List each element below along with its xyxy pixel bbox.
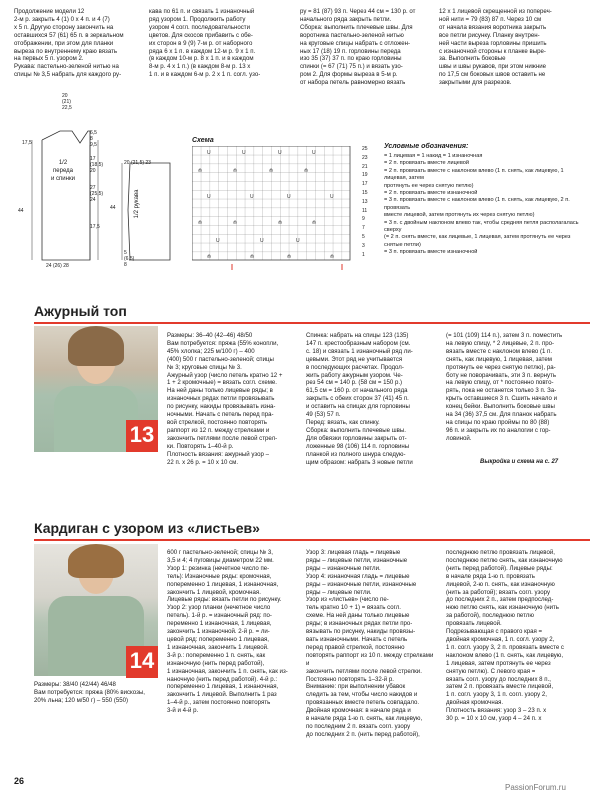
svg-text:⟰: ⟰ xyxy=(250,254,255,260)
svg-text:U: U xyxy=(216,238,220,244)
legend-item: = 1 лицевая = 1 накид = 1 изнаночная xyxy=(384,153,483,159)
svg-text:⟰: ⟰ xyxy=(269,168,274,174)
dim-a: 20 (21) 22,5 xyxy=(62,93,72,111)
svg-text:⟰: ⟰ xyxy=(312,220,317,226)
schema-row-label: 15 xyxy=(362,189,368,196)
svg-text:⟰: ⟰ xyxy=(287,254,292,260)
legend-item: снятые петли) xyxy=(384,241,421,248)
schema-row-label: 17 xyxy=(362,181,368,188)
section14-col2: Узор 3: лицевая гладь = лицевые ряды – лицевые петли, изнаночные ряды – изнаночные петли. Узор 4: изнаночная гладь = лицевые ряды – изнаночные петли, изнаночные ряды – лицевые петли. Узор из «листьев» (число пе- тель кратно 10 + 1) = вязать согл. схеме. На ней даны только лицевые ряды; в изнаночных рядах петли про- вязывать по рисунку, накиды провязы- вать изнаночными. Начать с петель перед правой стрелкой, постоянно повторять раппорт из 10 п. между стрелками и закончить петлями после левой стрелки. Постоянно повторять 1–32-й р. Внимание: при выполнении убавок следить за тем, чтобы число накидов и провязанных вместе петель совпадало. Двойная кромочная: в начале ряда и в начале ряда 1-ю п. снять, как лицевую, по последним 2 п. вязать согл. узору до последних 2 п. (нить перед работой), xyxy=(306,549,434,738)
section14-col3: последнюю петлю провязать лицевой, последнюю петлю снять, как изнаночную (нить перед работой). Лицевые ряды: в начале ряда 1-ю п. провязать лицевой, 2-ю п. снять, как изнаночную (нить за работой); вязать согл. узору до последних 2 п., затем предпослед- нюю петлю снять, как изнаночную (нить за работой), последнюю петлю провязать лицевой. Подрезывающая с правого края = двойная кромочная, 1 п. согл. узору 2, 1 п. согл. узору 3, 2 п. провязать вместе с наклоном влево (1 п. снять, как лицевую, 1 лицевая, затем протянуть ее через снятую петлю). С левого края = вязать согл. узору до последних 8 п., затем 2 п. провязать вместе лицевой, 1 п. согл. узору 3, 1 п. согл. узору 2, двойная кромочная. Плотность вязания: узор 3 – 23 п. х 30 р. = 10 х 10 см, узор 4 – 24 п. х xyxy=(446,549,564,723)
top-col2: кава по 61 п. и связать 1 изнаночный ряд узором 1. Продолжить работу узором 4 согл. последовательности цветов. Для скосов прибавить с обе- их сторон в 9 (9) 7-м р. от наборного ряда 6 х 1 п. в каждом 12-м р. 9 х 1 п. (в каждом 10-м р. 8 х 1 п. и в каждом 8-м р. 4 х 1 п.) (в каждом 8-м р. 13 х 1 п. и в каждом 6-м р. 2 х 1 п. согл. узо- xyxy=(149,8,261,79)
section13-col1: Размеры: 36–40 (42–46) 48/50 Вам потребуется: пряжа (55% конопли, 45% хлопка; 225 м/100 г) – 400 (400) 500 г пастельно-зеленой; спицы № 3; круговые спицы № 3. Ажурный узор (число петель кратно 12 + 1 + 2 кромочные) = вязать согл. схеме. На ней даны только лицевые ряды; в изнаночных рядах петли провязывать по рисунку, накиды провязывать изна- ночными. Начать с петель перед пра- вой стрелкой, постоянно повторять раппорт из 12 п. между стрелками и закончить петлями после левой стрел- ки. Повторять 1–40-й р. Плотность вязания: ажурный узор – 22 п. х 26 р. = 10 х 10 см. xyxy=(167,332,283,466)
section13-title: Ажурный топ xyxy=(34,303,127,319)
schema-row-label: 9 xyxy=(362,216,365,223)
legend-item: вместе лицевой, затем протянуть их через снятую петлю) xyxy=(384,212,535,219)
schema-row-label: 5 xyxy=(362,233,365,240)
svg-text:U: U xyxy=(330,194,334,200)
dim-b: 6,5 8 9,5 xyxy=(90,130,97,148)
pattern-diagram xyxy=(10,85,180,270)
dim-e: 27 (25,5) 24 xyxy=(90,185,104,203)
schema-row-label: 13 xyxy=(362,198,368,205)
schema-title: Схема xyxy=(192,137,214,144)
svg-text:U: U xyxy=(207,150,211,156)
legend-list xyxy=(384,153,584,257)
front-label: 1/2 переда и спинки xyxy=(51,160,75,182)
page-number: 26 xyxy=(14,776,25,786)
legend-item: = 3 п. провязать вместе изнаночной xyxy=(384,249,478,256)
dim-i: 44 xyxy=(110,205,116,211)
section13-footer: Выкройка и схема на с. 27 xyxy=(480,459,559,465)
dim-c: 17 (18,5) 20 xyxy=(90,156,104,174)
svg-text:⟰: ⟰ xyxy=(278,220,283,226)
sleeve-label: 1/2 рукава xyxy=(134,189,141,219)
schema-row-label: 19 xyxy=(362,172,368,179)
svg-text:⟰: ⟰ xyxy=(330,254,335,260)
svg-text:⟰: ⟰ xyxy=(198,220,203,226)
legend-item: = 3 п. провязать вместе с наклоном влево (1 п. снять, как лицевую, 2 п. провязать xyxy=(384,197,570,211)
svg-text:U: U xyxy=(312,150,316,156)
schema-row-label: 23 xyxy=(362,154,368,161)
section14-sizes: Размеры: 38/40 (42/44) 46/48 Вам потребуется: пряжа (80% вискозы, 20% льна; 120 м/50 г) – 550 (550) xyxy=(34,681,145,704)
legend-item: = 2 п. провязать вместе с наклоном влево (1 п. снять, как лицевую, 1 лицевая, затем xyxy=(384,167,564,182)
legend-item: = 2 п. провязать вместе изнаночной xyxy=(384,190,478,197)
svg-text:U: U xyxy=(260,238,264,244)
svg-text:U: U xyxy=(296,238,300,244)
schema-row-label: 21 xyxy=(362,163,368,170)
schema-row-label: 7 xyxy=(362,225,365,232)
section13-badge: 13 xyxy=(126,420,158,452)
legend-item: = 2 п. провязать вместе лицевой xyxy=(384,160,470,167)
svg-text:U: U xyxy=(278,150,282,156)
schema-rows xyxy=(362,145,374,259)
section14-col1: 600 г пастельно-зеленой; спицы № 3, 3,5 и 4; 4 пуговицы диаметром 22 мм. Узор 1: резинка (нечетное число пе- тель): Изнаночные ряды: кромочная, попеременно 1 лицевая, 1 изнаночная, закончить 1 лицевой, кромочная. Лицевые ряды: вязать петли по рисунку. Узор 2: узор планки (нечетное число петель). 1-й р. = изнаночный ряд: по- переменно 1 изнаночная, 1 лицевая, закончить 1 изнаночной. 2-й р. = ли- цевой ряд: попеременно 1 лицевая, 1 изнаночная, закончить 1 лицевой. 3-й р.: попеременно 1 п. снять, как изнаночную (нить перед работой), 1 изнаночная, закончить 1 п. снять, как из- наночную (нить перед работой). 4-й р.: попеременно 1 лицевая, 1 изнаночная, закончить 1 лицевой. Выполнить 1 раз 1–4-й р., затем постоянно повторять 3-й и 4-й р. xyxy=(167,549,288,715)
section14-divider xyxy=(34,539,590,541)
svg-text:U: U xyxy=(207,194,211,200)
svg-text:U: U xyxy=(250,194,254,200)
svg-text:⟰: ⟰ xyxy=(304,168,309,174)
svg-text:⟰: ⟰ xyxy=(207,254,212,260)
top-col1: Продолжение модели 12 2-м р. закрыть 4 (1) 0 х 4 п. и 4 (7) х 5 п. Другую сторону закончить на оставшихся 57 (61) 65 п. в зеркальном отображении, при этом для планки выреза по внутреннему краю вязать на первых 5 п. узором 2. Рукава: пастельно-зеленой нитью на спицы № 3,5 набрать для каждого ру- xyxy=(14,8,124,79)
section13-col3: (= 101 (109) 114 п.), затем 3 п. поместить на левую спицу, * 2 лицевые, 2 п. про- вязать вместе с наклоном влево (1 п. снять, как лицевую, 1 лицевая, затем протянуть ее через снятую петлю), ра- боту не поворачивать, эти 3 п. вернуть на левую спицу, от * постоянно повто- рять, пока не останется только 3 п. За- крыть оставшиеся 3 п. Сшить начало и конец бейки. Выполнить боковые швы на 34 (36) 37,5 см. Для планок набрать на спицы по краю проймы по 80 (88) 96 п. и закрыть их по аналогии с гор- ловиной. xyxy=(446,332,563,442)
svg-text:U: U xyxy=(287,194,291,200)
schema-row-label: 3 xyxy=(362,242,365,249)
svg-text:⟰: ⟰ xyxy=(198,168,203,174)
section14-title: Кардиган с узором из «листьев» xyxy=(34,520,260,536)
watermark: PassionForum.ru xyxy=(505,783,566,792)
section13-divider xyxy=(34,322,590,324)
dim-g: 17,5 xyxy=(90,224,100,230)
dim-f: 44 xyxy=(18,208,24,214)
section14-badge: 14 xyxy=(126,646,158,678)
top-col4: 12 х 1 лицевой скрещенной из попереч- ной нити = 79 (83) 87 п. Через 10 см от начала вязания воротника закрыть все петли рисунку. Планку внутрен- ней части выреза горловины пришить с изнаночной стороны к планке выре- за. Выполнить боковые швы и швы рукавов, при этом нижние по 17,5 см боковых швов оставить не закрытыми для разрезов. xyxy=(439,8,552,87)
schema-row-label: 25 xyxy=(362,146,368,152)
legend-item: протянуть ее через снятую петлю) xyxy=(384,182,474,189)
schema-row-label: 1 xyxy=(362,251,365,258)
section13-col2: Спинка: набрать на спицы 123 (135) 147 п. крестообразным набором (см. с. 18) и связать 1 изнаночный ряд ли- цевыми. Этот ряд не учитывается в последующих расчетах. Продол- жить работу ажурным узором. Че- рез 54 см = 140 р. (58 см = 150 р.) 61,5 см = 160 р. от начального ряда закрыть с обеих сторон 37 (41) 45 п. и оставить на спицах для горловины 49 (53) 57 п. Перед: вязать, как спинку. Сборка: выполнить плечевые швы. Для обвязки горловины закрыть от- ложенные 98 (106) 114 п. горловины планкой из полного шнура следую- щим образом: набрать 3 новые петли xyxy=(306,332,413,466)
dim-h: 24 (26) 28 xyxy=(46,263,69,269)
schema-row-label: 11 xyxy=(362,207,368,214)
svg-text:U: U xyxy=(242,150,246,156)
dim-k: 5 (6,5) 8 xyxy=(124,250,135,268)
svg-text:⟰: ⟰ xyxy=(233,168,238,174)
top-col3: ру = 81 (87) 93 п. Через 44 см = 130 р. от начального ряда закрыть петли. Сборка: выполнить плечевые швы. Для воротника пастельно-зеленой нитью на круговые спицы набрать с отложен- ных 17 (18) 19 п. горловины переда изо 35 (37) 37 п. по краю горловины спинки (= 67 (71) 75 п.) и вязать узо- ром 2. Для формы выреза в 5-м р. от набора петель равномерно вязать xyxy=(300,8,416,87)
svg-text:⟰: ⟰ xyxy=(233,220,238,226)
legend-item: = 3 п. с двойным наклоном влево так, чтобы средняя петля располагалась сверху xyxy=(384,219,579,234)
legend-item: (= 2 п. снять вместе, как лицевые, 1 лицевая, затем протянуть ее через xyxy=(384,234,571,241)
legend-title: Условные обозначения: xyxy=(384,143,469,150)
dim-d: 20 (21,5) 23 xyxy=(124,160,151,166)
dim-l: 17,5 xyxy=(22,140,32,146)
schema-grid xyxy=(192,146,372,270)
